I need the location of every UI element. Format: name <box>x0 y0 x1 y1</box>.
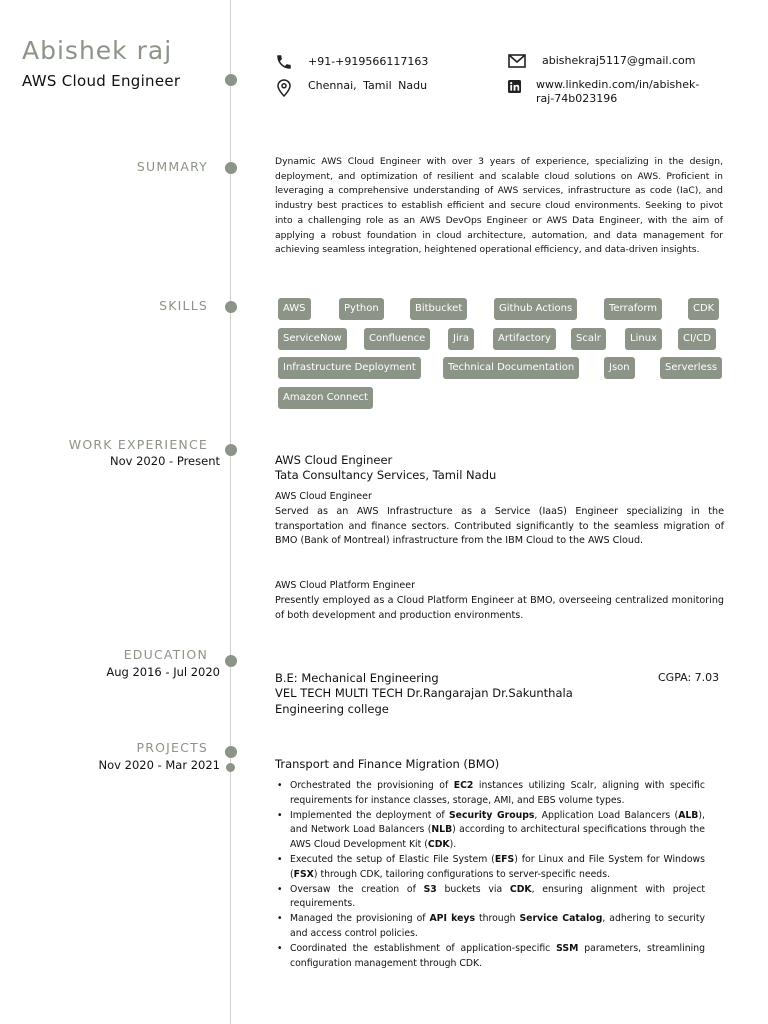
education-dates: Aug 2016 - Jul 2020 <box>106 665 220 679</box>
timeline-dot-summary <box>225 162 237 174</box>
section-title-projects: PROJECTS <box>136 740 208 755</box>
section-title-education: EDUCATION <box>123 647 208 662</box>
project-dates: Nov 2020 - Mar 2021 <box>98 758 220 772</box>
college-name: VEL TECH MULTI TECH Dr.Rangarajan Dr.Sakunthala Engineering college <box>275 686 573 716</box>
work-dates: Nov 2020 - Present <box>110 454 220 468</box>
phone-icon <box>275 53 293 71</box>
list-item: • Executed the setup of Elastic File System (EFS) for Linux and File System for Windows (FSX) through CDK, tailoring configurations to server-specific needs. <box>275 853 705 883</box>
skill-chip: Amazon Connect <box>278 387 373 409</box>
timeline-dot-project-item <box>226 763 235 772</box>
email-address[interactable]: abishekraj5117@gmail.com <box>542 54 696 67</box>
section-title-work: WORK EXPERIENCE <box>68 437 208 452</box>
role1-title: AWS Cloud Engineer <box>275 491 372 502</box>
phone-number[interactable]: +91-+919566117163 <box>308 55 429 68</box>
skill-chip: Terraform <box>604 298 662 320</box>
section-title-summary: SUMMARY <box>136 159 208 174</box>
linkedin-url[interactable]: www.linkedin.com/in/abishek- raj-74b023196 <box>536 78 700 105</box>
candidate-role: AWS Cloud Engineer <box>22 72 181 90</box>
list-item: • Coordinated the establishment of application-specific SSM parameters, streamlining configuration management through CDK. <box>275 942 705 972</box>
skill-chip: Bitbucket <box>410 298 467 320</box>
skill-chip: Jira <box>448 328 474 350</box>
job-title: AWS Cloud Engineer <box>275 453 393 467</box>
degree: B.E: Mechanical Engineering <box>275 671 439 685</box>
skill-chip: Confluence <box>364 328 430 350</box>
project-title: Transport and Finance Migration (BMO) <box>275 757 500 771</box>
summary-text: Dynamic AWS Cloud Engineer with over 3 years of experience, specializing in the design, deployment, and optimization of resilient and scalable cloud solutions on AWS. Proficient in leveraging a comprehensive understanding of AWS services, infrastructure as code (IaC), and industry best practices to establish efficient and secure cloud environments. Seeking to pivot into a challenging role as an AWS DevOps Engineer or AWS Data Engineer, with the aim of applying a robust foundation in cloud architecture, automation, and data management for achieving seamless integration, heightened operational efficiency, and data-driven insights. <box>275 156 723 256</box>
skill-chip: Artifactory <box>493 328 556 350</box>
list-item: • Orchestrated the provisioning of EC2 instances utilizing Scalr, aligning with specific requirements for instance classes, storage, AMI, and EBS volume types. <box>275 779 705 809</box>
skill-chip: Github Actions <box>494 298 577 320</box>
skill-chip: CDK <box>688 298 719 320</box>
cgpa: CGPA: 7.03 <box>658 671 720 684</box>
skill-chip: ServiceNow <box>278 328 347 350</box>
linkedin-icon <box>508 80 521 93</box>
role2-description: Presently employed as a Cloud Platform Engineer at BMO, overseeing centralized monitoring of both development and production environments. <box>275 595 724 621</box>
list-item: • Oversaw the creation of S3 buckets via CDK, ensuring alignment with project requirements. <box>275 883 705 913</box>
timeline-dot-header <box>225 74 237 86</box>
skill-chip: Serverless <box>660 357 722 379</box>
project-bullets <box>275 779 705 971</box>
timeline-dot-projects <box>225 746 237 758</box>
list-item: • Managed the provisioning of API keys through Service Catalog, adhering to security and access control policies. <box>275 912 705 942</box>
timeline-dot-education <box>225 655 237 667</box>
candidate-name: Abishek raj <box>22 36 173 65</box>
mail-icon <box>508 54 526 68</box>
timeline-dot-work <box>225 444 237 456</box>
job-company: Tata Consultancy Services, Tamil Nadu <box>275 468 497 482</box>
list-item: • Implemented the deployment of Security Groups, Application Load Balancers (ALB), and Network Load Balancers (NLB) according to architectural specifications through the AWS Cloud Development Kit (CDK). <box>275 809 705 853</box>
role1-description: Served as an AWS Infrastructure as a Service (IaaS) Engineer specializing in the transportation and finance sectors. Contributed significantly to the seamless migration of BMO (Bank of Montreal) infrastructure from the IBM Cloud to the AWS Cloud. <box>275 506 724 547</box>
skill-chip: CI/CD <box>678 328 716 350</box>
skill-chip: Json <box>604 357 635 379</box>
timeline-dot-skills <box>225 301 237 313</box>
skill-chip: Linux <box>625 328 662 350</box>
section-title-skills: SKILLS <box>159 298 208 313</box>
skill-chip: Scalr <box>571 328 606 350</box>
timeline-line <box>230 0 231 1024</box>
role2-title: AWS Cloud Platform Engineer <box>275 580 415 591</box>
location: Chennai, Tamil Nadu <box>308 79 428 92</box>
skill-chip: Python <box>339 298 384 320</box>
skill-chip: AWS <box>278 298 311 320</box>
location-pin-icon <box>277 79 291 97</box>
skill-chip: Infrastructure Deployment <box>278 357 421 379</box>
skill-chip: Technical Documentation <box>443 357 579 379</box>
